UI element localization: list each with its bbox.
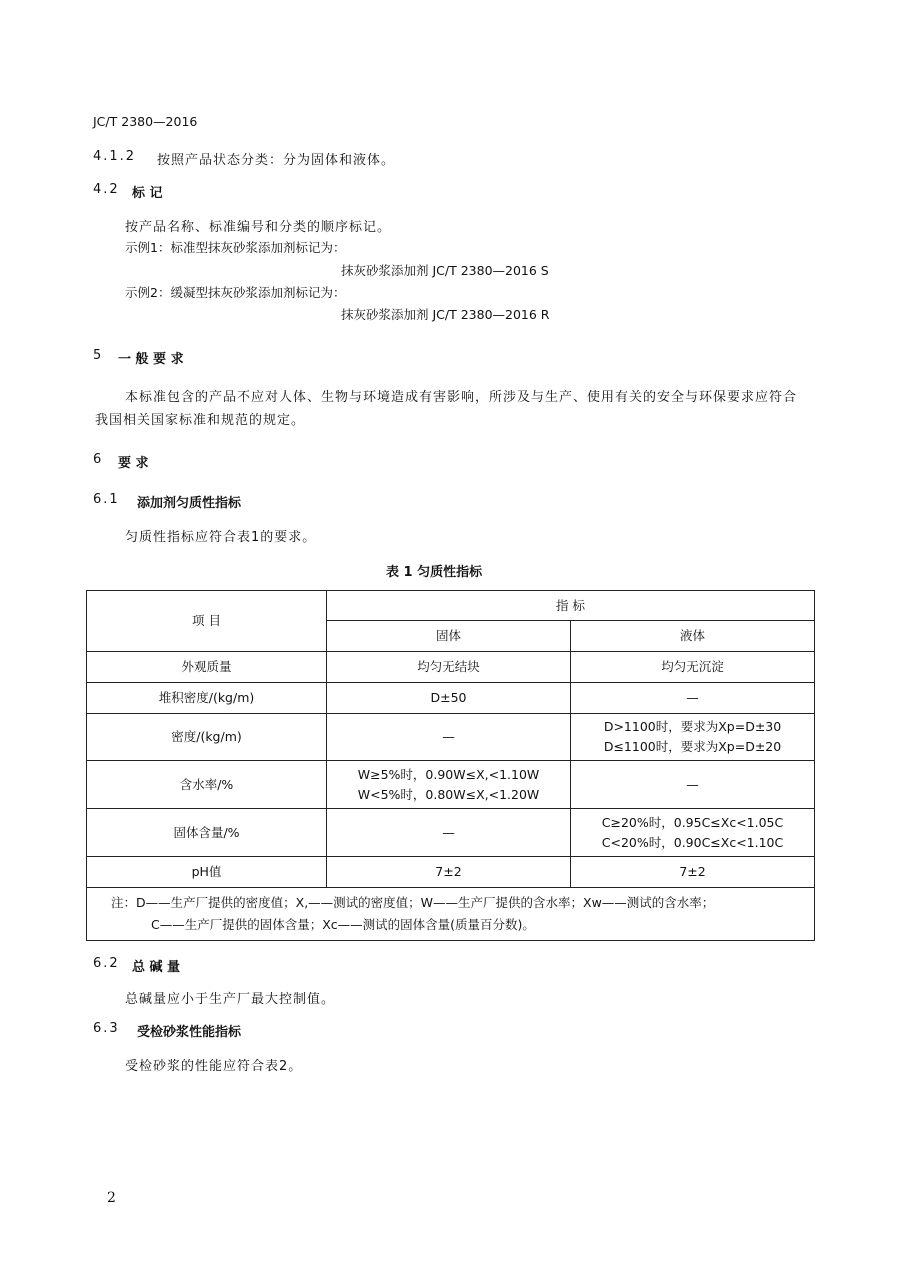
row-solid: — — [327, 809, 571, 857]
row-liquid-line: D>1100时，要求为Xp=D±30 — [603, 719, 782, 734]
row-solid: — — [327, 714, 571, 761]
table-note-line-2: C——生产厂提供的固体含量；Xc——测试的固体含量(质量百分数)。 — [151, 917, 535, 932]
table-row — [87, 683, 815, 714]
clause-6-2-text: 总碱量应小于生产厂最大控制值。 — [125, 992, 336, 1007]
row-liquid: 7±2 — [571, 857, 815, 888]
clause-6-1-text: 匀质性指标应符合表1的要求。 — [125, 530, 317, 545]
table-1-caption: 表 1 匀质性指标 — [386, 565, 483, 580]
table-row — [87, 761, 815, 809]
row-solid-line: W<5%时，0.80W≤X,<1.20W — [357, 786, 540, 802]
clause-6-3-number: 6.3 — [93, 1021, 120, 1036]
row-item: 堆积密度/(kg/m) — [87, 683, 327, 714]
table-row — [87, 857, 815, 888]
clause-6-title: 要 求 — [118, 456, 149, 471]
row-solid-line: W≥5%时，0.90W≤X,<1.10W — [357, 766, 540, 782]
table-1 — [86, 590, 815, 941]
table-note — [87, 888, 815, 941]
table-note-line-1: 注：D——生产厂提供的密度值；X,——测试的密度值；W——生产厂提供的含水率；Xw——测试的含水率； — [111, 895, 715, 910]
clause-6-2-number: 6.2 — [93, 956, 120, 971]
header-solid: 固体 — [327, 621, 571, 652]
row-item: 固体含量/% — [87, 809, 327, 857]
example-1-label: 示例1：标准型抹灰砂浆添加剂标记为： — [125, 240, 346, 255]
row-liquid — [571, 714, 815, 761]
row-solid — [327, 761, 571, 809]
row-solid: D±50 — [327, 683, 571, 714]
clause-5-title: 一 般 要 求 — [118, 352, 184, 367]
clause-4-2-intro: 按产品名称、标准编号和分类的顺序标记。 — [125, 220, 392, 235]
clause-6-number: 6 — [93, 452, 102, 467]
row-item: pH值 — [87, 857, 327, 888]
clause-4-2-number: 4.2 — [93, 182, 120, 197]
table-row — [87, 809, 815, 857]
row-item: 密度/(kg/m) — [87, 714, 327, 761]
clause-6-1-number: 6.1 — [93, 492, 120, 507]
row-liquid: — — [571, 761, 815, 809]
clause-5-number: 5 — [93, 348, 102, 363]
row-liquid: 均匀无沉淀 — [571, 652, 815, 683]
document-code: JC/T 2380—2016 — [93, 114, 198, 129]
table-row — [87, 714, 815, 761]
clause-6-3-title: 受检砂浆性能指标 — [137, 1025, 242, 1040]
row-item: 外观质量 — [87, 652, 327, 683]
row-liquid-line: C≥20%时，0.95C≤Xc<1.05C — [601, 814, 784, 830]
example-2-label: 示例2：缓凝型抹灰砂浆添加剂标记为： — [125, 285, 346, 300]
clause-6-3-text: 受检砂浆的性能应符合表2。 — [125, 1059, 303, 1074]
row-liquid-line: D≤1100时，要求为Xp=D±20 — [603, 739, 782, 754]
clause-6-2-title: 总 碱 量 — [132, 960, 181, 975]
clause-4-1-2-number: 4.1.2 — [93, 149, 137, 164]
row-liquid — [571, 809, 815, 857]
row-solid: 7±2 — [327, 857, 571, 888]
clause-4-2-title: 标 记 — [132, 186, 163, 201]
header-item: 项 目 — [87, 591, 327, 652]
clause-4-1-2-text: 按照产品状态分类：分为固体和液体。 — [157, 153, 396, 168]
row-liquid: — — [571, 683, 815, 714]
clause-6-1-title: 添加剂匀质性指标 — [137, 496, 242, 511]
table-row — [87, 652, 815, 683]
clause-5-text: 本标准包含的产品不应对人体、生物与环境造成有害影响，所涉及与生产、使用有关的安全与环保要求应符合我国相关国家标准和规范的规定。 — [95, 390, 798, 428]
page-number: 2 — [107, 1190, 116, 1206]
header-liquid: 液体 — [571, 621, 815, 652]
row-item: 含水率/% — [87, 761, 327, 809]
example-1-mark: 抹灰砂浆添加剂 JC/T 2380—2016 S — [341, 263, 549, 278]
row-liquid-line: C<20%时，0.90C≤Xc<1.10C — [601, 834, 784, 850]
header-index: 指 标 — [327, 591, 815, 621]
example-2-mark: 抹灰砂浆添加剂 JC/T 2380—2016 R — [341, 307, 550, 322]
row-solid: 均匀无结块 — [327, 652, 571, 683]
